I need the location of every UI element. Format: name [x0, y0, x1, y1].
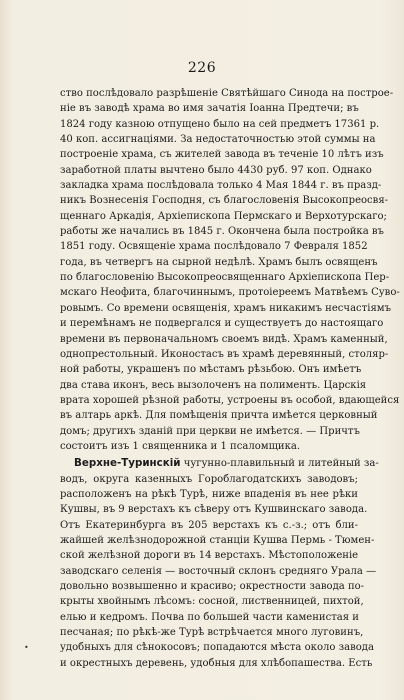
text-line: крыты хвойнымъ лѣсомъ: сосной, лиственницей, пихтой, — [60, 596, 364, 608]
text-line: времени въ первоначальномъ своемъ видѣ. Храмъ каменный, — [60, 333, 388, 345]
text-line: елью и кедромъ. Почва по большей части каменистая и — [60, 611, 360, 623]
text-line: домъ; другихъ зданій при церкви не имѣется. — Причтъ — [60, 425, 360, 437]
text-line: 1824 году казною отпущено было на сей предметъ 17361 р. — [60, 118, 380, 130]
text-line: довольно возвышенно и красиво; окрестности завода по- — [60, 581, 365, 592]
text-line: ство послѣдовало разрѣшеніе Святѣйшаго Синода на построе- — [60, 88, 394, 99]
margin-bullet: • — [24, 643, 29, 652]
text-line: никъ Вознесенія Господня, съ благословенія Высокопреосвя- — [60, 195, 389, 207]
text-line: заработной платы вычтено было 4430 руб. 97 коп. Однако — [60, 164, 372, 176]
text-line: водъ, округа казенныхъ Гороблагодатскихъ заводовъ; — [60, 473, 358, 485]
text-line: ной работы, украшенъ по мѣстамъ рѣзьбою. Онъ имѣетъ — [60, 364, 362, 376]
text-line: заводскаго селенія — восточный склонъ средняго Урала — — [60, 565, 377, 577]
heading-continuation: чугунно-плавильный и литейный за- — [180, 458, 379, 470]
text-line: мскаго Неофита, благочиннымъ, протоіереемъ Матвѣемъ Суво- — [60, 287, 400, 299]
section-heading-line — [60, 456, 379, 471]
text-line: два става иконъ, весь вызолоченъ на полименть. Царскія — [60, 379, 367, 391]
text-line: врата хорошей рѣзной работы, устроены въ особой, вдающейся — [60, 394, 400, 406]
text-line: построеніе храма, съ жителей завода въ теченіе 10 лѣтъ изъ — [60, 149, 384, 161]
text-line: Отъ Екатеринбурга въ 205 верстахъ къ с.-з.; отъ бли- — [60, 519, 358, 531]
text-line: и перемѣнамъ не подвергался и существуетъ до настоящаго — [60, 318, 384, 330]
text-line: 40 коп. ассигнаціями. За недостаточностью этой суммы на — [60, 134, 376, 146]
text-line: закладка храма послѣдовала только 4 Мая 1844 г. въ празд- — [60, 180, 382, 192]
text-line: года, въ четвергъ на сырной недѣлѣ. Храмъ былъ освященъ — [60, 256, 378, 268]
text-line: Кушвы, въ 9 верстахъ къ сѣверу отъ Кушвинскаго завода. — [60, 504, 368, 516]
text-line: въ алтарь аркѣ. Для помѣщенія причта имѣется церковный — [60, 410, 378, 422]
text-line: состоитъ изъ 1 священника и 1 псаломщика. — [60, 440, 301, 452]
section-heading: Верхне-Туринскій — [74, 457, 181, 470]
page-number: 226 — [187, 60, 217, 76]
text-line: щеннаго Аркадія, Архіепископа Пермскаго и Верхотурскаго; — [60, 210, 387, 222]
text-line: ровымъ. Со времени освященія, храмъ никакимъ несчастіямъ — [60, 302, 391, 314]
text-line: по благословенію Высокопреосвященнаго Архіепископа Пер- — [60, 272, 390, 284]
text-line: удобныхъ для сѣнокосовъ; попадаются мѣста около завода — [60, 642, 374, 654]
text-line: песчаная; по рѣкѣ-же Турѣ встрѣчается много луговинъ, — [60, 627, 364, 639]
text-line: расположенъ на рѣкѣ Турѣ, ниже впаденія въ нее рѣки — [60, 488, 358, 500]
text-line: работы же начались въ 1845 г. Окончена была постройка въ — [60, 226, 384, 238]
text-line: жайшей желѣзнодорожной станціи Кушва Пермь - Тюмен- — [60, 534, 375, 546]
text-line: однопрестольный. Иконостасъ въ храмѣ деревянный, столяр- — [60, 348, 389, 360]
text-line: ніе въ заводѣ храма во имя зачатія Іоанна Предтечи; въ — [60, 103, 359, 115]
text-line: и окрестныхъ деревень, удобныя для хлѣбопашества. Есть — [60, 657, 373, 669]
text-line: ской желѣзной дороги въ 14 верстахъ. Мѣстоположеніе — [60, 550, 359, 562]
text-line: 1851 году. Освященіе храма послѣдовало 7 Февраля 1852 — [60, 241, 368, 253]
body-text — [60, 86, 400, 671]
